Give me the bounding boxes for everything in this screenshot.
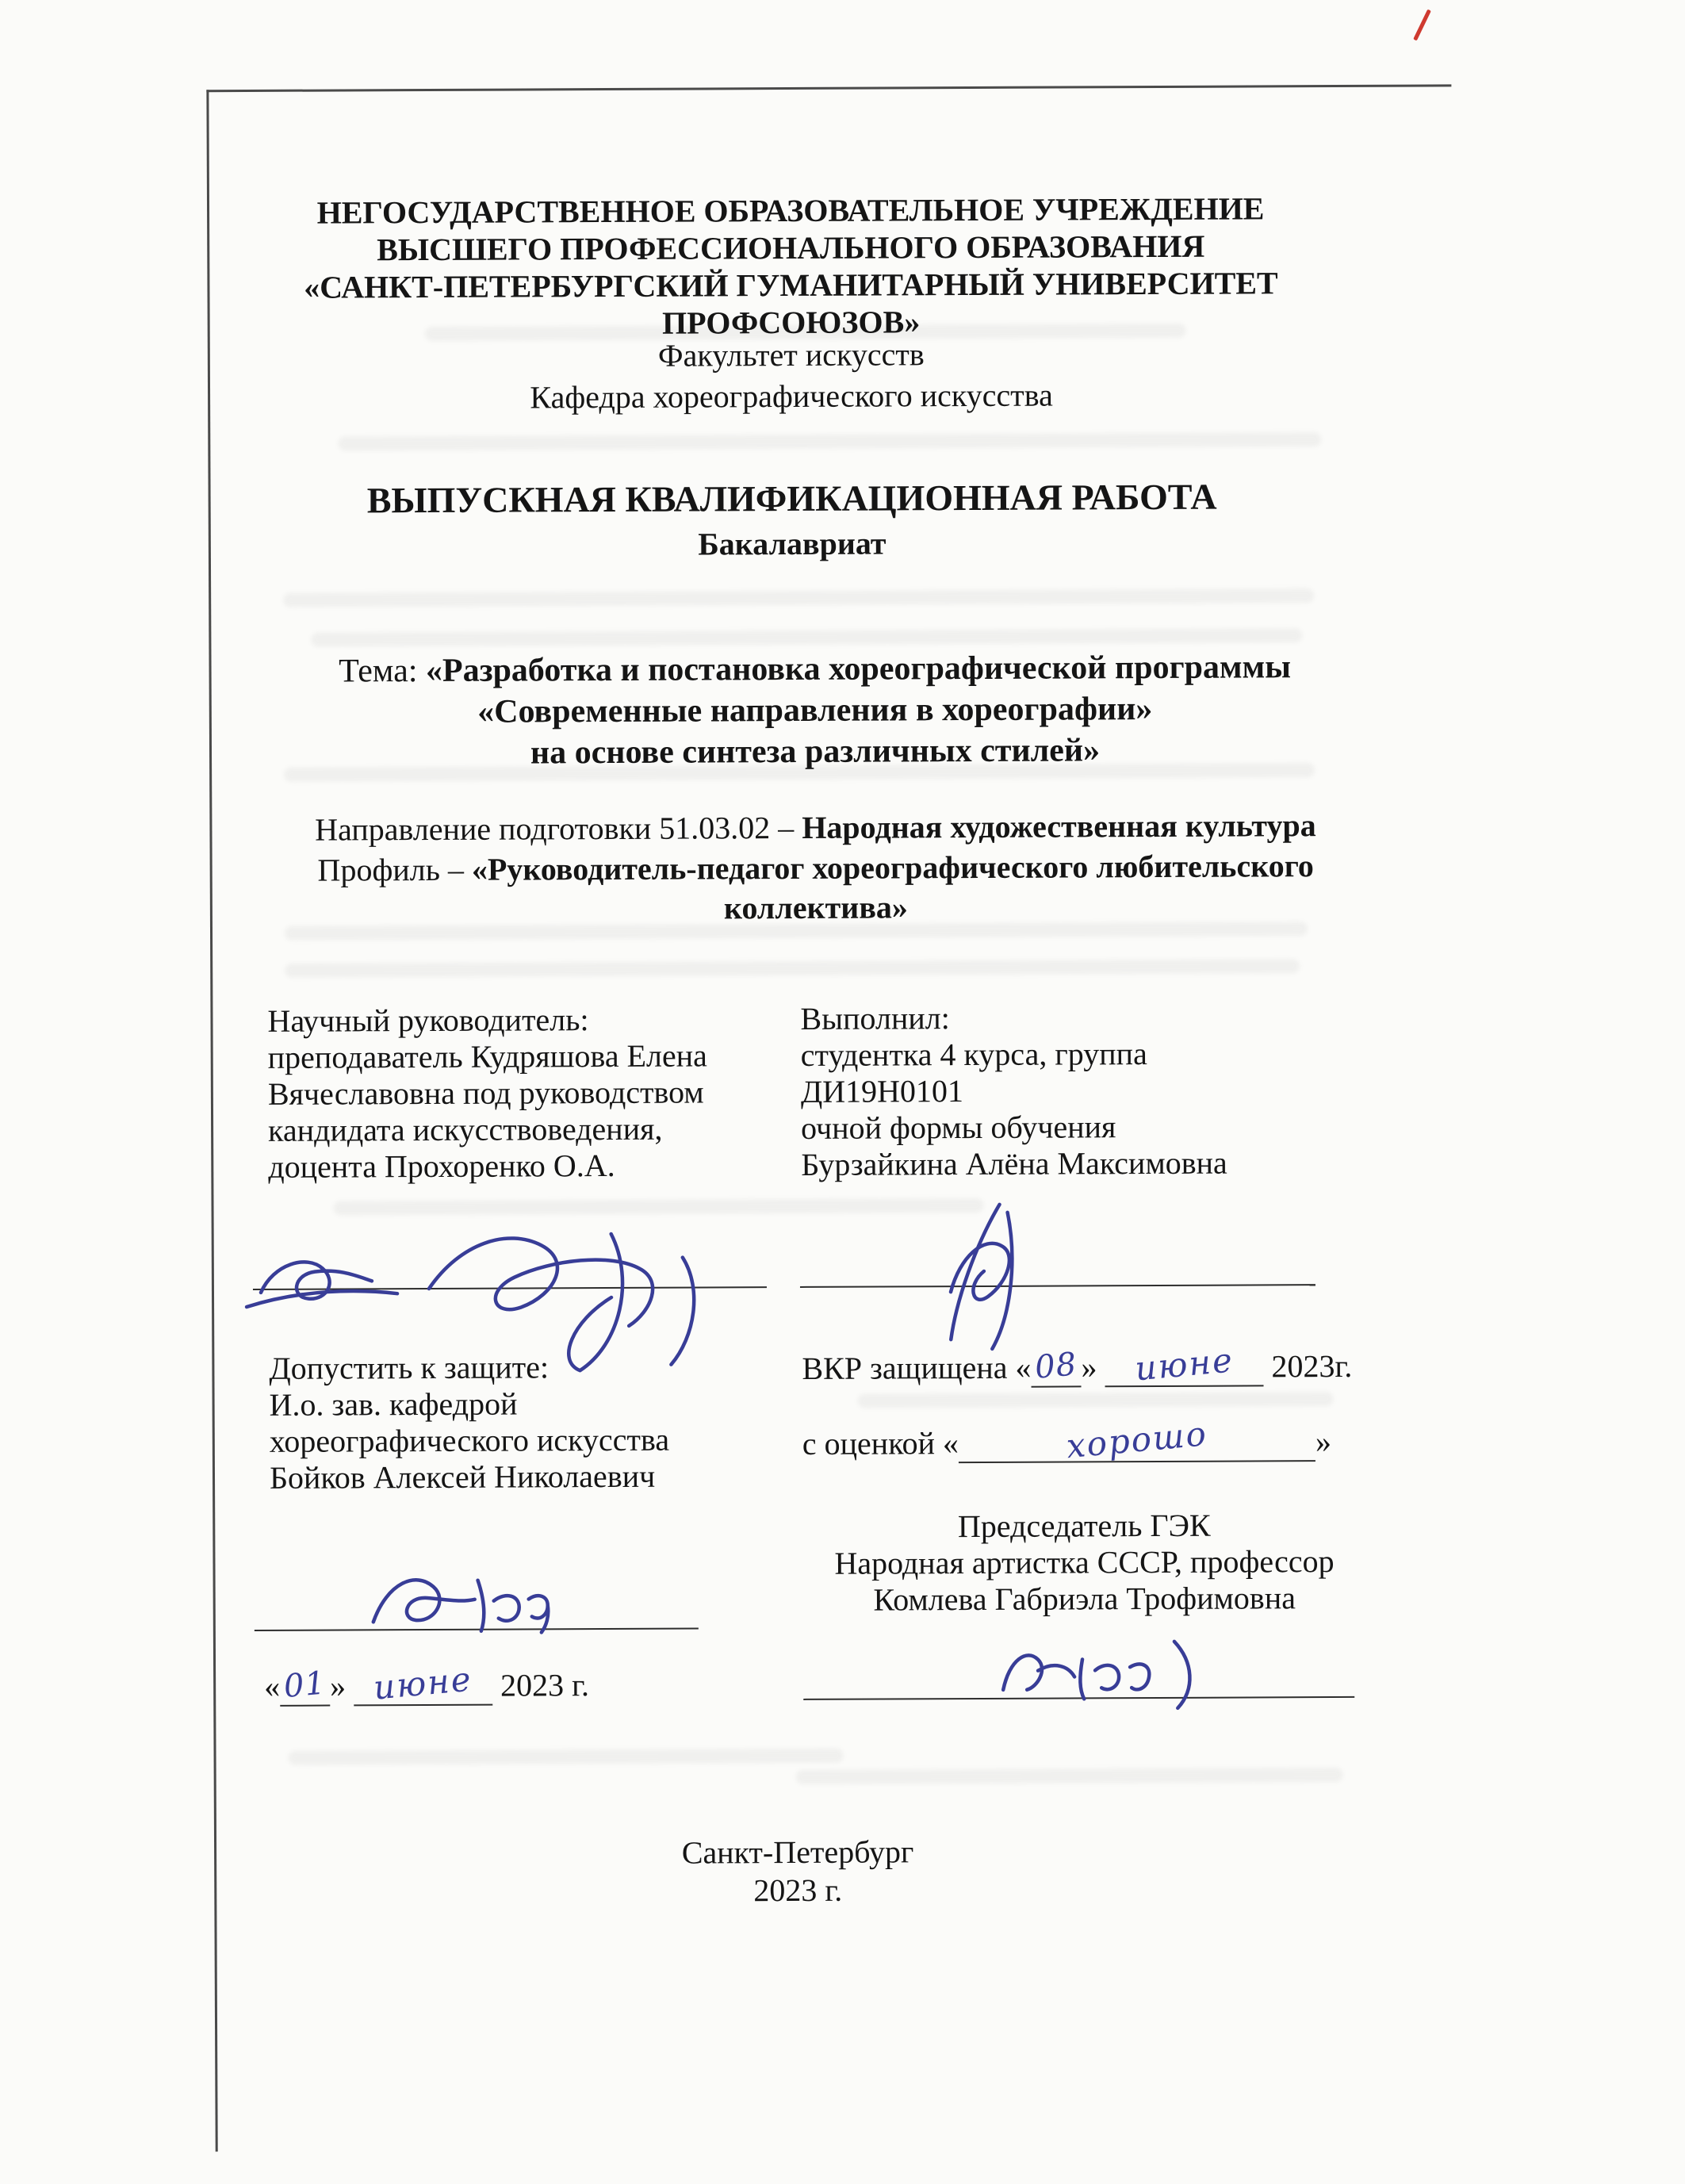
- date-open-quote: «: [264, 1668, 281, 1704]
- admission-date-line: [264, 1659, 590, 1707]
- footer-block: [203, 1831, 1392, 1913]
- topic-label: Тема:: [339, 653, 427, 690]
- supervisor-line: Вячеславовна под руководством: [267, 1074, 704, 1112]
- defense-year: 2023г.: [1263, 1347, 1353, 1385]
- author-line: Бурзайкина Алёна Максимовна: [801, 1144, 1227, 1182]
- direction-name: Народная художественная культура: [802, 807, 1316, 845]
- date-close-quote: »: [329, 1668, 354, 1704]
- grade-prefix: с оценкой «: [802, 1425, 959, 1462]
- date-month-handwritten: июне: [372, 1659, 474, 1707]
- thesis-topic: [212, 646, 1418, 776]
- committee-rank: Народная артистка СССР, профессор: [834, 1543, 1335, 1581]
- profile-name-2: коллектива»: [723, 889, 908, 926]
- supervisor-line: преподаватель Кудряшова Елена: [267, 1037, 707, 1075]
- bleed-through-artifact: [796, 1768, 1343, 1784]
- institution-line-3: «САНКТ-ПЕТЕРБУРГСКИЙ ГУМАНИТАРНЫЙ УНИВЕРСИТЕТ ПРОФСОЮЗОВ»: [304, 265, 1278, 341]
- topic-line-1: [212, 646, 1417, 693]
- defense-day-handwritten: 08: [1033, 1346, 1079, 1386]
- defense-close-quote: »: [1081, 1349, 1105, 1385]
- department-head-signature: [358, 1559, 565, 1647]
- admission-line: хореографического искусства: [269, 1421, 670, 1459]
- grade-line: [802, 1414, 1405, 1466]
- topic-line-2: «Современные направления в хореографии»: [477, 691, 1153, 730]
- faculty-name: Факультет искусств: [657, 336, 925, 374]
- institution-line-1: НЕГОСУДАРСТВЕННОЕ ОБРАЗОВАТЕЛЬНОЕ УЧРЕЖДЕНИЕ: [316, 190, 1265, 231]
- bleed-through-artifact: [289, 1749, 844, 1765]
- supervisor-line: доцента Прохоренко О.А.: [268, 1147, 615, 1185]
- author-line: студентка 4 курса, группа: [800, 1036, 1147, 1073]
- institution-line-2: ВЫСШЕГО ПРОФЕССИОНАЛЬНОГО ОБРАЗОВАНИЯ: [377, 228, 1205, 268]
- footer-year: 2023 г.: [753, 1872, 843, 1909]
- grade-handwritten: хорошо: [1064, 1414, 1209, 1466]
- author-line: очной формы обучения: [800, 1109, 1116, 1146]
- institution-header: [196, 190, 1386, 344]
- author-line: ДИ19Н0101: [800, 1073, 964, 1109]
- admission-line: И.о. зав. кафедрой: [269, 1385, 518, 1423]
- degree-level: Бакалавриат: [698, 525, 887, 562]
- author-signature: [880, 1180, 1087, 1363]
- supervisor-block: [267, 1001, 791, 1186]
- defense-month-blank: [1105, 1340, 1263, 1389]
- profile-line-1: [213, 846, 1419, 891]
- committee-name: Комлева Габриэла Трофимовна: [873, 1580, 1296, 1618]
- committee-title: Председатель ГЭК: [957, 1507, 1211, 1545]
- topic-line-3: на основе синтеза различных стилей»: [530, 732, 1101, 772]
- direction-prefix: Направление подготовки 51.03.02 –: [315, 809, 802, 848]
- supervisor-title: Научный руководитель:: [267, 1002, 589, 1039]
- supervisor-line: кандидата искусствоведения,: [268, 1110, 663, 1148]
- study-profile: [213, 846, 1419, 931]
- admission-block: [269, 1348, 793, 1496]
- author-title: Выполнил:: [800, 1000, 950, 1036]
- defense-prefix: ВКР защищена «: [802, 1349, 1032, 1386]
- bleed-through-artifact: [858, 1392, 1334, 1408]
- defense-date-line: [802, 1340, 1404, 1389]
- committee-chair-signature: [986, 1632, 1224, 1716]
- author-block: [800, 998, 1340, 1183]
- date-month-blank: [354, 1659, 492, 1707]
- red-corner-mark: [1413, 10, 1431, 41]
- topic-text-1: «Разработка и постановка хореографической программы: [425, 649, 1292, 690]
- date-year: 2023 г.: [492, 1667, 590, 1703]
- grade-suffix: »: [1315, 1423, 1332, 1460]
- defense-month-handwritten: июне: [1132, 1340, 1235, 1389]
- study-direction: [213, 807, 1418, 849]
- admission-line: Допустить к защите:: [269, 1349, 550, 1386]
- profile-prefix: Профиль –: [317, 851, 473, 888]
- footer-city: Санкт-Петербург: [681, 1833, 914, 1871]
- date-day-handwritten: 01: [281, 1665, 327, 1706]
- defense-day-blank: [1031, 1348, 1081, 1387]
- department-name: Кафедра хореографического искусства: [530, 377, 1053, 416]
- date-day-blank: [280, 1665, 330, 1707]
- profile-name-1: «Руководитель-педагог хореографического любительского: [471, 848, 1314, 887]
- admission-line: Бойков Алексей Николаевич: [269, 1458, 656, 1496]
- work-type-title: ВЫПУСКНАЯ КВАЛИФИКАЦИОННАЯ РАБОТА: [366, 476, 1217, 521]
- faculty-block: [197, 332, 1386, 420]
- grade-blank: [959, 1414, 1315, 1466]
- committee-block: [802, 1507, 1366, 1619]
